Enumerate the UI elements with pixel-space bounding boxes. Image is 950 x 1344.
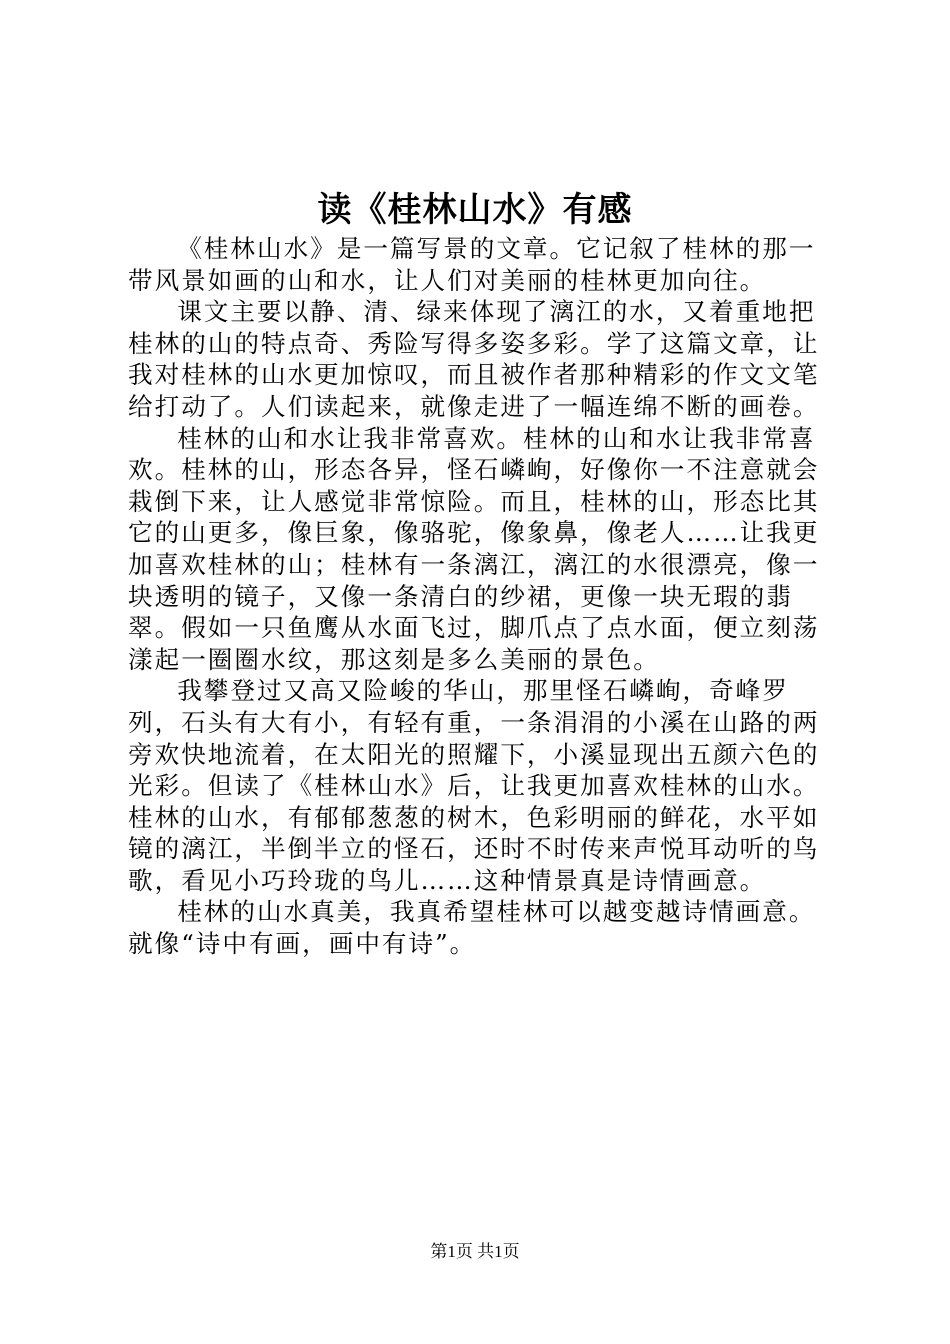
paragraph: 《桂林山水》是一篇写景的文章。它记叙了桂林的那一带风景如画的山和水，让人们对美丽的桂林更加向往。 bbox=[128, 234, 816, 295]
paragraph: 桂林的山和水让我非常喜欢。桂林的山和水让我非常喜欢。桂林的山，形态各异，怪石嶙峋，好像你一不注意就会栽倒下来，让人感觉非常惊险。而且，桂林的山，形态比其它的山更多，像巨象，像骆驼，像象鼻，像老人……让我更加喜欢桂林的山；桂林有一条漓江，漓江的水很漂亮，像一块透明的镜子，又像一条清白的纱裙，更像一块无瑕的翡翠。假如一只鱼鹰从水面飞过，脚爪点了点水面，便立刻荡漾起一圈圈水纹，那这刻是多么美丽的景色。 bbox=[128, 423, 820, 674]
paragraph: 桂林的山水真美，我真希望桂林可以越变越诗情画意。就像“诗中有画，画中有诗”。 bbox=[128, 897, 816, 959]
document-title: 读《桂林山水》有感 bbox=[317, 190, 633, 230]
paragraph: 课文主要以静、清、绿来体现了漓江的水，又着重地把桂林的山的特点奇、秀险写得多姿多彩。学了这篇文章，让我对桂林的山水更加惊叹，而且被作者那种精彩的作文文笔给打动了。人们读起来，就像走进了一幅连绵不断的画卷。 bbox=[128, 297, 820, 421]
document-body bbox=[128, 233, 840, 960]
paragraph: 我攀登过又高又险峻的华山，那里怪石嶙峋，奇峰罗列，石头有大有小，有轻有重，一条涓涓的小溪在山路的两旁欢快地流着，在太阳光的照耀下，小溪显现出五颜六色的光彩。但读了《桂林山水》后，让我更加喜欢桂林的山水。桂林的山水，有郁郁葱葱的树木，色彩明丽的鲜花，水平如镜的漓江，半倒半立的怪石，还时不时传来声悦耳动听的鸟歌，看见小巧玲珑的鸟儿……这种情景真是诗情画意。 bbox=[128, 676, 820, 895]
page-footer: 第1页 共1页 bbox=[430, 1242, 520, 1261]
